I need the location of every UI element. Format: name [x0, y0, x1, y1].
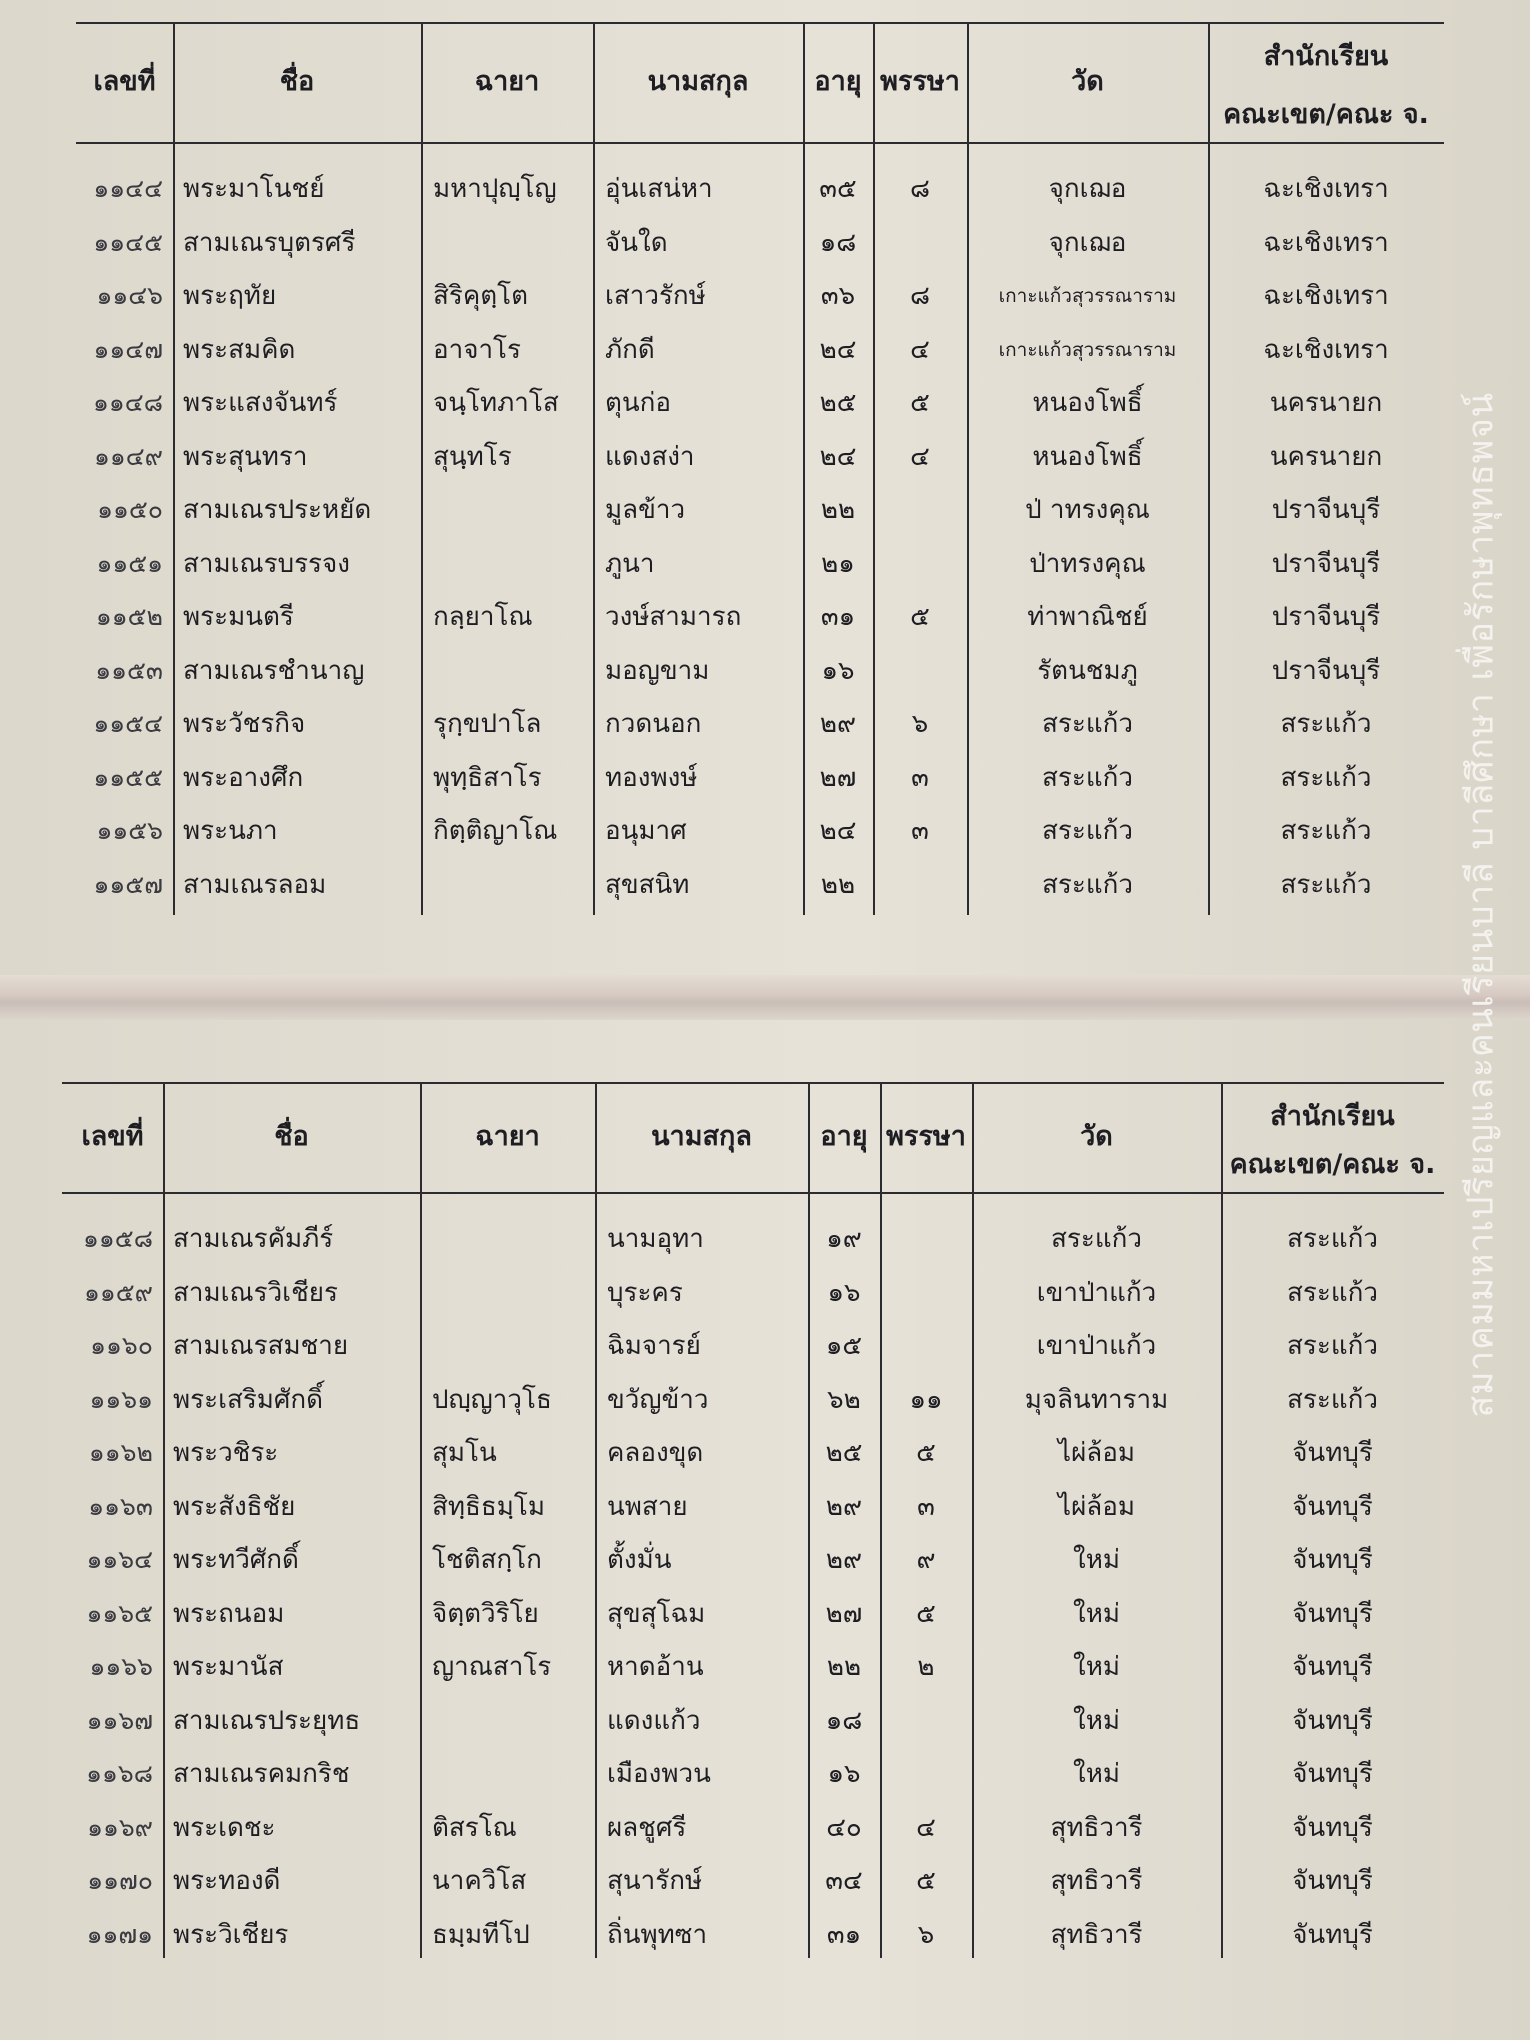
column-divider [421, 22, 423, 915]
row-school: จันทบุรี [1292, 1705, 1373, 1736]
row-surname: ขวัญข้าว [607, 1384, 709, 1415]
row-chaya: พุทฺธิสาโร [433, 762, 542, 793]
row-wat: หนองโพธิ์ [1032, 441, 1143, 472]
row-age: ๓๑ [820, 602, 856, 632]
row-age: ๒๗ [825, 1598, 863, 1629]
row-pansa: ๔ [916, 1812, 936, 1843]
header-school-sub: คณะเขต/คณะ จ. [1229, 1149, 1436, 1180]
header-school: สำนักเรียน [1270, 1101, 1395, 1132]
row-wat: สระแก้ว [1042, 762, 1133, 793]
row-school: ฉะเชิงเทรา [1263, 174, 1389, 204]
row-number: ๑๑๖๖ [89, 1652, 153, 1681]
row-number: ๑๑๖๙ [87, 1812, 153, 1842]
row-name: พระถนอม [173, 1598, 285, 1629]
header-age: อายุ [820, 1121, 868, 1152]
row-school: จันทบุรี [1292, 1438, 1373, 1468]
row-number: ๑๑๖๑ [89, 1384, 153, 1414]
row-age: ๒๕ [819, 388, 857, 418]
row-name: พระฤทัย [183, 281, 277, 311]
row-age: ๒๒ [820, 869, 856, 900]
row-pansa: ๔ [910, 334, 930, 365]
row-school: ปราจีนบุรี [1271, 602, 1381, 632]
row-pansa: ๕ [916, 1438, 936, 1468]
header-no: เลขที่ [81, 1121, 144, 1152]
row-school: สระแก้ว [1287, 1277, 1378, 1308]
row-name: สามเณรคมกริช [173, 1759, 350, 1789]
row-wat: ไผ่ล้อม [1058, 1438, 1135, 1468]
row-name: พระวชิระ [173, 1438, 279, 1468]
row-name: สามเณรบุตรศรี [183, 227, 356, 258]
row-pansa: ๘ [909, 281, 931, 311]
row-age: ๒๙ [825, 1491, 863, 1522]
row-school: ปราจีนบุรี [1271, 548, 1381, 579]
header-pansa: พรรษา [880, 66, 960, 97]
row-pansa: ๕ [916, 1866, 936, 1896]
row-number: ๑๑๔๙ [94, 441, 163, 471]
row-surname: สุนารักษ์ [607, 1866, 703, 1896]
row-number: ๑๑๔๘ [93, 388, 163, 417]
row-school: จันทบุรี [1292, 1759, 1373, 1789]
row-school: นครนายก [1269, 388, 1383, 418]
row-wat: ใหม่ [1073, 1598, 1120, 1629]
row-surname: เมืองพวน [607, 1759, 711, 1789]
row-age: ๒๙ [825, 1545, 863, 1575]
row-surname: มูลข้าว [605, 495, 686, 525]
row-age: ๒๒ [820, 495, 856, 525]
header-name: ชื่อ [279, 66, 315, 97]
row-age: ๒๑ [821, 548, 855, 579]
row-chaya: นาควิโส [432, 1866, 527, 1896]
column-divider [420, 1082, 422, 1958]
row-surname: สุขสุโฉม [607, 1598, 706, 1629]
header-chaya: ฉายา [474, 66, 540, 97]
header-surname: นามสกุล [651, 1121, 752, 1152]
row-surname: คลองขุด [607, 1438, 704, 1468]
row-surname: อนุมาศ [605, 816, 687, 846]
row-school: จันทบุรี [1292, 1545, 1373, 1575]
row-surname: ตั้งมั่น [607, 1545, 672, 1575]
row-pansa: ๓ [911, 816, 929, 846]
row-name: พระสังธิชัย [173, 1491, 296, 1522]
row-name: สามเณรคัมภีร์ [173, 1224, 334, 1254]
header-no: เลขที่ [93, 66, 156, 97]
row-wat: สระแก้ว [1042, 816, 1133, 846]
row-chaya: สุนฺทโร [433, 441, 512, 472]
row-pansa: ๓ [917, 1491, 935, 1522]
row-number: ๑๑๔๗ [93, 334, 163, 364]
row-chaya: สุมโน [432, 1438, 497, 1468]
row-surname: สุขสนิท [605, 869, 690, 900]
row-number: ๑๑๖๐ [90, 1331, 153, 1360]
row-surname: นพสาย [607, 1491, 688, 1522]
row-name: พระวิเชียร [173, 1919, 289, 1950]
row-chaya: สิริคุตฺโต [433, 281, 528, 311]
row-age: ๒๒ [826, 1652, 862, 1682]
row-pansa: ๓ [911, 762, 929, 793]
row-surname: ทองพงษ์ [605, 762, 698, 793]
row-age: ๑๕ [825, 1331, 863, 1361]
row-wat: เกาะแก้วสุวรรณาราม [998, 338, 1177, 361]
row-number: ๑๑๖๗ [86, 1705, 153, 1735]
row-number: ๑๑๖๘ [86, 1759, 153, 1788]
row-age: ๒๗ [819, 762, 857, 793]
row-pansa: ๒ [917, 1652, 935, 1682]
row-name: พระทวีศักดิ์ [173, 1545, 299, 1575]
row-number: ๑๑๖๕ [86, 1598, 153, 1628]
row-name: พระอางศึก [183, 762, 304, 793]
row-school: จันทบุรี [1292, 1866, 1373, 1896]
row-chaya: จิตฺตวิริโย [432, 1598, 539, 1629]
row-name: พระเสริมศักดิ์ [173, 1384, 324, 1415]
row-age: ๖๒ [827, 1384, 861, 1415]
row-age: ๒๙ [819, 709, 857, 739]
row-age: ๓๕ [819, 174, 857, 204]
row-pansa: ๖ [917, 1919, 935, 1950]
row-surname: ถิ่นพุทซา [607, 1919, 708, 1950]
watermark-text: สมาคมมหาเปรียญและคนเรียนบาลี บาลีศึกษา เพื่อรักษาพุทธพจน์ [1460, 392, 1502, 1418]
row-name: สามเณรประหยัด [183, 495, 372, 525]
row-wat: ป่าทรงคุณ [1029, 548, 1146, 579]
row-number: ๑๑๔๖ [96, 281, 163, 310]
row-wat: ไผ่ล้อม [1058, 1491, 1135, 1522]
row-wat: จุกเฌอ [1048, 174, 1127, 204]
row-name: พระนภา [183, 816, 278, 846]
row-number: ๑๑๗๑ [86, 1919, 153, 1949]
header-bottom-rule [76, 142, 1444, 144]
row-name: พระวัชรกิจ [183, 709, 306, 739]
row-name: สามเณรลอม [183, 869, 327, 900]
row-number: ๑๑๖๒ [88, 1438, 153, 1467]
row-wat: ใหม่ [1073, 1545, 1120, 1575]
row-number: ๑๑๕๘ [83, 1224, 153, 1253]
row-wat: ใหม่ [1073, 1652, 1120, 1682]
row-surname: บุระคร [607, 1277, 683, 1308]
row-age: ๓๖ [820, 281, 856, 311]
row-pansa: ๘ [909, 174, 931, 204]
header-pansa: พรรษา [886, 1121, 966, 1152]
row-age: ๒๔ [819, 816, 857, 846]
row-pansa: ๖ [911, 709, 929, 739]
row-name: สามเณรสมชาย [173, 1331, 349, 1361]
row-name: สามเณรวิเชียร [173, 1277, 338, 1308]
row-wat: ป่ าทรงคุณ [1025, 495, 1150, 525]
row-number: ๑๑๕๕ [93, 762, 163, 792]
row-wat: เขาป่าแก้ว [1036, 1277, 1157, 1308]
column-divider [173, 22, 175, 915]
row-name: สามเณรบรรจง [183, 548, 350, 579]
row-surname: อุ่นเสน่หา [605, 174, 713, 204]
row-pansa: ๙ [916, 1545, 936, 1575]
row-name: พระมานัส [173, 1652, 284, 1682]
row-school: จันทบุรี [1292, 1812, 1373, 1843]
row-name: พระแสงจันทร์ [183, 388, 338, 418]
row-surname: จันใด [605, 227, 668, 258]
row-surname: เสาวรักษ์ [605, 281, 706, 311]
header-top-rule [62, 1082, 1444, 1084]
row-pansa: ๕ [910, 388, 930, 418]
row-name: พระสมคิด [183, 334, 296, 365]
row-name: พระมนตรี [183, 602, 294, 632]
row-surname: กวดนอก [605, 709, 702, 739]
row-school: ปราจีนบุรี [1271, 655, 1381, 686]
row-number: ๑๑๔๕ [93, 227, 163, 257]
row-age: ๑๖ [821, 655, 855, 686]
row-age: ๒๕ [825, 1438, 863, 1468]
row-wat: หนองโพธิ์ [1032, 388, 1143, 418]
row-number: ๑๑๕๙ [84, 1277, 153, 1307]
row-surname: ภักดี [605, 334, 655, 365]
row-age: ๒๔ [819, 334, 857, 365]
row-school: นครนายก [1269, 441, 1383, 472]
row-chaya: ปญฺญาวุโธ [432, 1384, 552, 1415]
row-school: สระแก้ว [1280, 762, 1372, 793]
row-school: จันทบุรี [1292, 1919, 1373, 1950]
header-age: อายุ [814, 66, 862, 97]
header-wat: วัด [1080, 1121, 1113, 1152]
row-chaya: อาจาโร [433, 334, 521, 365]
row-wat: จุกเฌอ [1048, 227, 1127, 258]
header-wat: วัด [1071, 66, 1104, 97]
row-wat: สุทธิวารี [1050, 1866, 1143, 1896]
row-pansa: ๑๑ [909, 1384, 943, 1415]
row-wat: สุทธิวารี [1050, 1919, 1143, 1950]
row-wat: สุทธิวารี [1050, 1812, 1143, 1843]
row-name: พระทองดี [173, 1866, 281, 1896]
row-wat: สระแก้ว [1051, 1224, 1142, 1254]
row-surname: ฉิมจารย์ [607, 1331, 701, 1361]
header-surname: นามสกุล [647, 66, 749, 97]
row-school: สระแก้ว [1280, 816, 1372, 846]
row-number: ๑๑๖๓ [88, 1491, 153, 1521]
header-bottom-rule [62, 1192, 1444, 1194]
row-name: พระมาโนชย์ [183, 174, 325, 204]
row-school: ปราจีนบุรี [1271, 495, 1381, 525]
row-age: ๓๔ [825, 1866, 863, 1896]
row-number: ๑๑๕๑ [96, 548, 163, 578]
row-chaya: กิตฺติญาโณ [433, 816, 558, 846]
header-school: สำนักเรียน [1263, 41, 1389, 72]
row-school: จันทบุรี [1292, 1491, 1373, 1522]
row-surname: แดงสง่า [605, 441, 695, 472]
row-pansa: ๔ [910, 441, 930, 472]
row-age: ๑๙ [826, 1224, 862, 1254]
row-number: ๑๑๕๓ [95, 655, 163, 685]
row-pansa: ๕ [916, 1598, 936, 1629]
row-age: ๑๖ [827, 1277, 861, 1308]
page-fold [0, 975, 1530, 1020]
row-number: ๑๑๖๔ [86, 1545, 153, 1574]
row-chaya: ญาณสาโร [432, 1652, 552, 1682]
row-wat: รัตนชมภู [1037, 655, 1138, 686]
row-wat: สระแก้ว [1042, 869, 1133, 900]
row-number: ๑๑๕๐ [97, 495, 163, 524]
row-chaya: กลฺยาโณ [433, 602, 533, 632]
row-name: พระสุนทรา [183, 441, 308, 472]
row-surname: นามอุทา [607, 1224, 704, 1254]
row-school: ฉะเชิงเทรา [1263, 227, 1389, 258]
row-age: ๔๐ [826, 1812, 862, 1843]
row-name: สามเณรชำนาญ [183, 655, 365, 686]
row-surname: ตุนก่อ [605, 388, 672, 418]
row-wat: เกาะแก้วสุวรรณาราม [998, 285, 1177, 307]
row-surname: ภูนา [605, 548, 655, 579]
row-chaya: โชติสกฺโก [432, 1545, 542, 1575]
row-school: สระแก้ว [1280, 869, 1372, 900]
row-number: ๑๑๔๔ [93, 174, 163, 203]
row-number: ๑๑๕๒ [95, 602, 163, 631]
row-school: สระแก้ว [1280, 709, 1372, 739]
header-name: ชื่อ [274, 1121, 309, 1152]
row-school: จันทบุรี [1292, 1598, 1373, 1629]
row-name: พระเดชะ [173, 1812, 276, 1843]
header-top-rule [76, 22, 1444, 24]
row-school: สระแก้ว [1287, 1224, 1378, 1254]
row-name: สามเณรประยุทธ [173, 1705, 361, 1736]
row-number: ๑๑๗๐ [87, 1866, 153, 1895]
row-pansa: ๕ [910, 602, 930, 632]
row-age: ๑๘ [825, 1705, 863, 1736]
row-wat: ใหม่ [1073, 1705, 1120, 1736]
row-surname: แดงแก้ว [607, 1705, 701, 1736]
row-age: ๓๑ [826, 1919, 862, 1950]
row-chaya: จนฺโทภาโส [433, 388, 559, 418]
row-wat: สระแก้ว [1042, 709, 1133, 739]
row-surname: ผลชูศรี [607, 1812, 687, 1843]
row-chaya: ติสรโณ [432, 1812, 517, 1843]
column-divider [163, 1082, 165, 1958]
header-chaya: ฉายา [475, 1121, 540, 1152]
row-age: ๑๖ [827, 1759, 861, 1789]
row-chaya: ธมฺมทีโป [432, 1919, 530, 1950]
row-chaya: รุกฺขปาโล [433, 709, 542, 739]
row-school: สระแก้ว [1287, 1384, 1378, 1415]
row-school: ฉะเชิงเทรา [1263, 334, 1389, 365]
row-chaya: มหาปุญฺโญ [433, 174, 557, 204]
row-school: จันทบุรี [1292, 1652, 1373, 1682]
row-surname: วงษ์สามารถ [605, 602, 742, 632]
row-school: สระแก้ว [1287, 1331, 1378, 1361]
row-surname: หาดอ้าน [607, 1652, 704, 1682]
row-number: ๑๑๕๔ [93, 709, 163, 738]
column-divider [595, 1082, 597, 1958]
row-wat: เขาป่าแก้ว [1036, 1331, 1157, 1361]
row-chaya: สิทฺธิธมฺโม [432, 1491, 545, 1522]
column-divider [593, 22, 595, 915]
row-school: ฉะเชิงเทรา [1263, 281, 1389, 311]
row-surname: มอญขาม [605, 655, 710, 686]
row-wat: ใหม่ [1073, 1759, 1120, 1789]
row-wat: มุจลินทาราม [1024, 1384, 1169, 1415]
row-number: ๑๑๕๗ [93, 869, 163, 899]
row-age: ๑๘ [819, 227, 857, 258]
header-school-sub: คณะเขต/คณะ จ. [1223, 99, 1429, 130]
row-number: ๑๑๕๖ [96, 816, 163, 845]
row-age: ๒๔ [819, 441, 857, 472]
watermark [1430, 255, 1530, 1555]
row-wat: ท่าพาณิชย์ [1027, 602, 1148, 632]
